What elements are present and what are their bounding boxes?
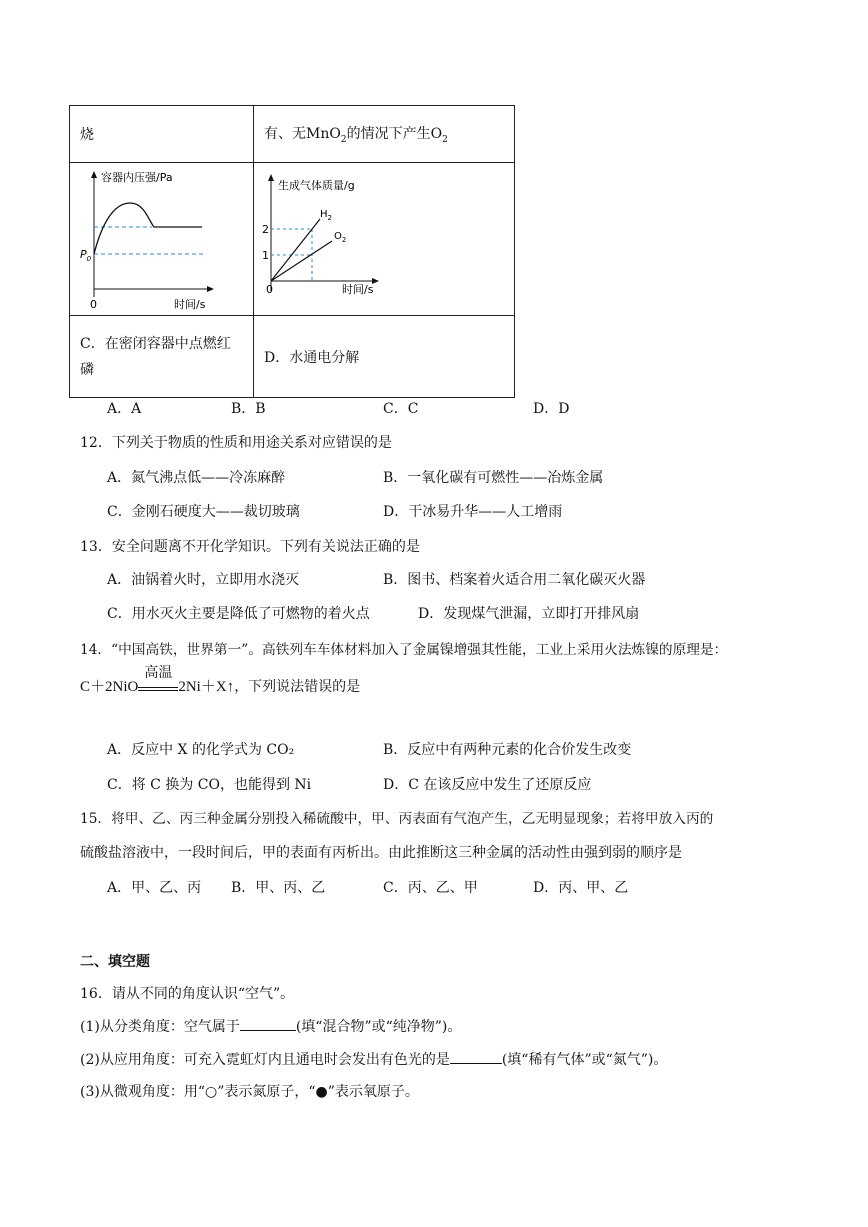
blank-2[interactable]: [450, 1049, 502, 1064]
question-11-table: [69, 105, 515, 398]
h2-label: $H_2$: [320, 209, 332, 222]
option-c-text-cont: 磷: [80, 361, 94, 378]
q11-option-c: C．C: [383, 401, 419, 417]
q14-option-c: C．将 C 换为 CO，也能得到 Ni: [107, 777, 312, 793]
section-heading: 二、填空题: [80, 954, 150, 970]
q15-stem-line1: 15．将甲、乙、丙三种金属分别投入稀硫酸中，甲、丙表面有气泡产生，乙无明显现象；若将甲放入丙的: [80, 811, 714, 827]
q14-stem: 14．“中国高铁，世界第一”。高铁列车车体材料加入了金属镍增强其性能，工业上采用火法炼镍的原理是：: [80, 642, 728, 658]
q13-option-c: C．用水灭火主要是降低了可燃物的着火点: [107, 606, 370, 622]
q12-option-a: A．氮气沸点低——冷冻麻醉: [107, 470, 286, 486]
tick-2: 2: [262, 223, 269, 236]
graph-cell-c: [70, 163, 254, 316]
option-c-text: C．在密闭容器中点燃红: [80, 335, 231, 352]
table-cell-r1c2: [254, 106, 515, 163]
q16-part1: (1)从分类角度：空气属于 (填“混合物”或“纯净物”)。: [80, 1016, 461, 1037]
origin-label: 0: [90, 298, 97, 311]
q16-part2: (2)从应用角度：可充入霓虹灯内且通电时会发出有色光的是 (填“稀有气体”或“氮气”)。: [80, 1049, 667, 1070]
q15-option-c: C．丙、乙、甲: [383, 880, 478, 896]
graph-cell-d: [254, 163, 515, 316]
q11-option-a: A．A: [107, 401, 142, 417]
q11-option-b: B．B: [231, 401, 266, 417]
table-cell-r1c1: [70, 106, 254, 163]
q14-option-a: A．反应中 X 的化学式为 CO₂: [107, 742, 295, 758]
q13-option-b: B．图书、档案着火适合用二氧化碳灭火器: [383, 572, 646, 588]
table-cell-r3c1: [70, 316, 254, 398]
reaction-condition: 高温: [144, 666, 173, 681]
tick-1: 1: [262, 249, 269, 262]
q13-stem: 13．安全问题离不开化学知识。下列有关说法正确的是: [80, 539, 420, 555]
cell-text: 烧: [80, 127, 94, 143]
q11-option-d: D．D: [533, 401, 570, 417]
table-cell-r3c2: [254, 316, 515, 398]
o2-label: $O_2$: [334, 231, 347, 244]
q15-option-b: B．甲、丙、乙: [231, 880, 326, 896]
graph-c-xlabel: 时间/s: [174, 298, 206, 311]
q16-stem: 16．请从不同的角度认识“空气”。: [80, 986, 295, 1002]
q15-option-a: A．甲、乙、丙: [107, 880, 202, 896]
q14-option-d: D．C 在该反应中发生了还原反应: [383, 777, 592, 793]
graph-d-ylabel: 生成气体质量/g: [278, 179, 355, 192]
cell-text: 有、无MnO$_2$的情况下产生$O_2$: [264, 126, 448, 145]
q13-option-d: D．发现煤气泄漏，立即打开排风扇: [418, 606, 640, 622]
pressure-graph: [70, 163, 253, 311]
p0-label: $P_0$: [80, 248, 92, 263]
q13-option-a: A．油锅着火时，立即用水浇灭: [107, 572, 300, 588]
q12-option-d: D．干冰易升华——人工增雨: [383, 504, 563, 520]
q12-option-c: C．金刚石硬度大——裁切玻璃: [107, 504, 300, 520]
gas-mass-graph: [254, 163, 514, 311]
q14-equation: C＋2NiO 高温 2Ni＋X↑，下列说法错误的是: [80, 676, 360, 698]
graph-c-ylabel: 容器内压强/Pa: [101, 171, 173, 184]
q12-stem: 12．下列关于物质的性质和用途关系对应错误的是: [80, 435, 392, 451]
q15-option-d: D．丙、甲、乙: [533, 880, 629, 896]
graph-d-xlabel: 时间/s: [342, 283, 374, 296]
q12-option-b: B．一氧化碳有可燃性——冶炼金属: [383, 470, 604, 486]
q15-stem-line2: 硫酸盐溶液中，一段时间后，甲的表面有丙析出。由此推断这三种金属的活动性由强到弱的顺序是: [80, 845, 682, 861]
origin-label: 0: [266, 283, 273, 296]
blank-1[interactable]: [240, 1016, 296, 1031]
option-d-text: D．水通电分解: [264, 349, 360, 366]
q14-option-b: B．反应中有两种元素的化合价发生改变: [383, 742, 632, 758]
q16-part3: (3)从微观角度：用“○”表示氮原子，“●”表示氧原子。: [80, 1084, 419, 1100]
